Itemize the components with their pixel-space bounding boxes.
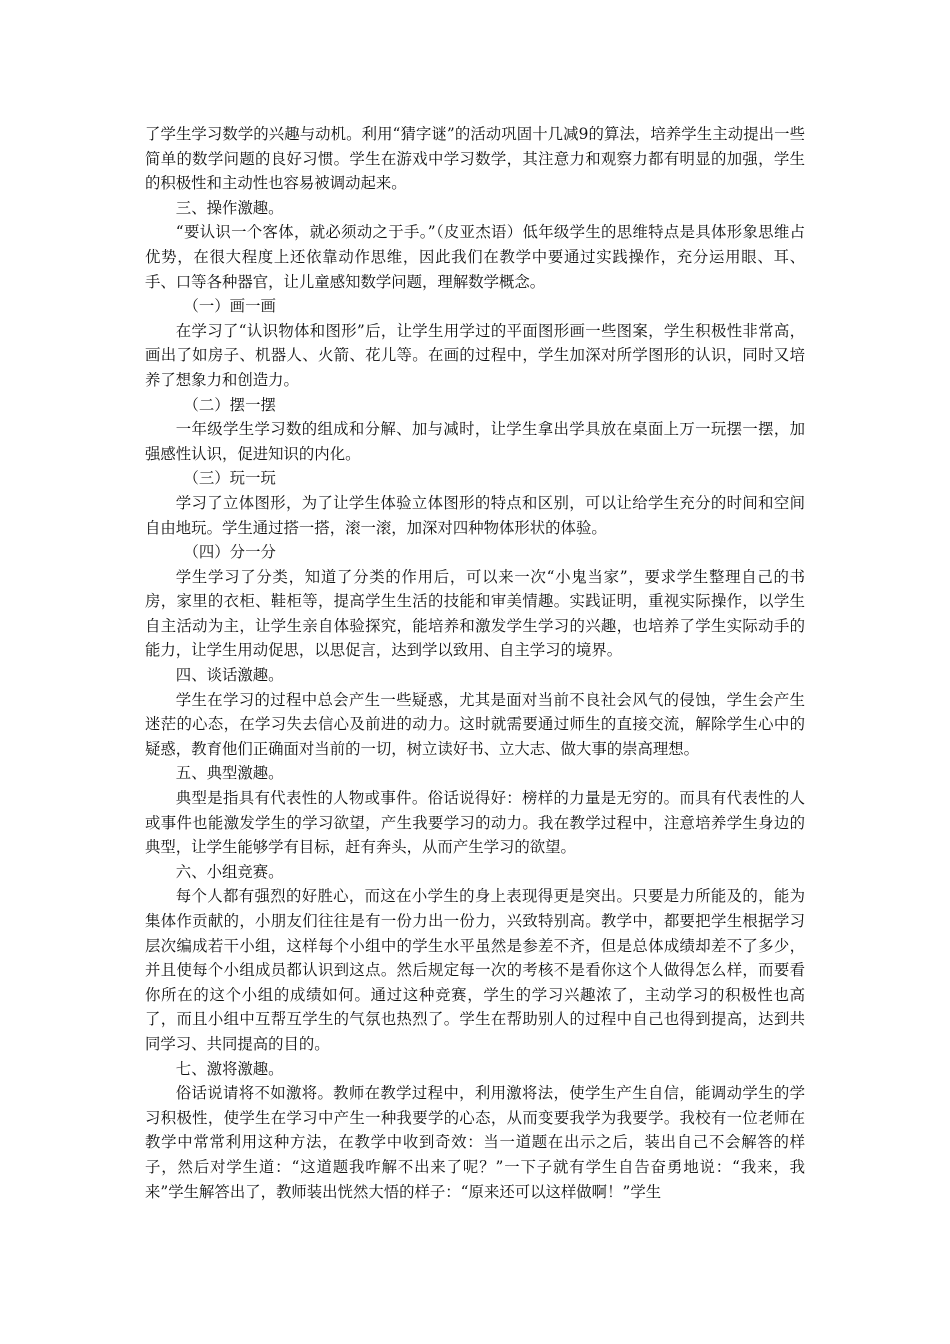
- subsection-heading-2: （二）摆一摆: [183, 395, 276, 414]
- subsection-heading-1: （一）画一画: [183, 297, 276, 316]
- section-heading-4: 四、谈话激趣。: [175, 666, 284, 685]
- section-heading-6: 六、小组竞赛。: [175, 862, 284, 881]
- section-heading-7: 七、激将激趣。: [175, 1059, 284, 1078]
- paragraph: 学生在学习的过程中总会产生一些疑惑，尤其是面对当前不良社会风气的侵蚀，学生会产生迷茫的心态，在学习失去信心及前进的动力。这时就需要通过师生的直接交流，解除学生心中的疑惑，教育他们正确面对当前的一切，树立读好书、立大志、做大事的崇高理想。: [145, 690, 805, 758]
- document-page: [145, 122, 805, 1204]
- paragraph: 典型是指具有代表性的人物或事件。俗话说得好：榜样的力量是无穷的。而具有代表性的人或事件也能激发学生的学习欲望，产生我要学习的动力。我在教学过程中，注意培养学生身边的典型，让学生能够学有目标，赶有奔头，从而产生学习的欲望。: [145, 789, 805, 857]
- paragraph: 每个人都有强烈的好胜心，而这在小学生的身上表现得更是突出。只要是力所能及的，能为集体作贡献的，小朋友们往往是有一份力出一份力，兴致特别高。教学中，都要把学生根据学习层次编成若干小组，这样每个小组中的学生水平虽然是参差不齐，但是总体成绩却差不了多少，并且使每个小组成员都认识到这点。然后规定每一次的考核不是看你这个人做得怎么样，而要看你所在的这个小组的成绩如何。通过这种竞赛，学生的学习兴趣浓了，主动学习的积极性也高了，而且小组中互帮互学生的气氛也热烈了。学生在帮助别人的过程中自己也得到提高，达到共同学习、共同提高的目的。: [145, 887, 805, 1053]
- paragraph: 学生学习了分类，知道了分类的作用后，可以来一次“小鬼当家”，要求学生整理自己的书房，家里的衣柜、鞋柜等，提高学生生活的技能和审美情趣。实践证明，重视实际操作，以学生自主活动为主，让学生亲自体验探究，能培养和激发学生学习的兴趣，也培养了学生实际动手的能力，让学生用动促思，以思促言，达到学以致用、自主学习的境界。: [145, 567, 805, 660]
- paragraph: 学习了立体图形，为了让学生体验立体图形的特点和区别，可以让给学生充分的时间和空间自由地玩。学生通过搭一搭，滚一滚，加深对四种物体形状的体验。: [145, 493, 805, 537]
- paragraph: 在学习了“认识物体和图形”后，让学生用学过的平面图形画一些图案，学生积极性非常高，画出了如房子、机器人、火箭、花儿等。在画的过程中，学生加深对所学图形的认识，同时又培养了想象力和创造力。: [145, 321, 805, 389]
- paragraph-continuation: 了学生学习数学的兴趣与动机。利用“猜字谜”的活动巩固十几减9的算法，培养学生主动提出一些简单的数学问题的良好习惯。学生在游戏中学习数学，其注意力和观察力都有明显的加强，学生的积极性和主动性也容易被调动起来。: [145, 125, 805, 193]
- subsection-heading-4: （四）分一分: [183, 543, 276, 562]
- section-heading-5: 五、典型激趣。: [175, 764, 284, 783]
- paragraph: 一年级学生学习数的组成和分解、加与减时，让学生拿出学具放在桌面上万一玩摆一摆，加强感性认识，促进知识的内化。: [145, 420, 805, 463]
- paragraph: 俗话说请将不如激将。教师在教学过程中，利用激将法，使学生产生自信，能调动学生的学习积极性，使学生在学习中产生一种我要学的心态，从而变要我学为我要学。我校有一位老师在教学中常常利用这种方法，在教学中收到奇效：当一道题在出示之后，装出自己不会解答的样子，然后对学生道：“这道题我咋解不出来了呢？”一下子就有学生自告奋勇地说：“我来，我来”学生解答出了，教师装出恍然大悟的样子：“原来还可以这样做啊！”学生: [145, 1084, 805, 1201]
- subsection-heading-3: （三）玩一玩: [183, 469, 276, 488]
- paragraph: “要认识一个客体，就必须动之于手。”（皮亚杰语）低年级学生的思维特点是具体形象思维占优势，在很大程度上还依靠动作思维，因此我们在教学中要通过实践操作，充分运用眼、耳、手、口等各种器官，让儿童感知数学问题，理解数学概念。: [145, 223, 805, 291]
- section-heading-3: 三、操作激趣。: [175, 198, 284, 217]
